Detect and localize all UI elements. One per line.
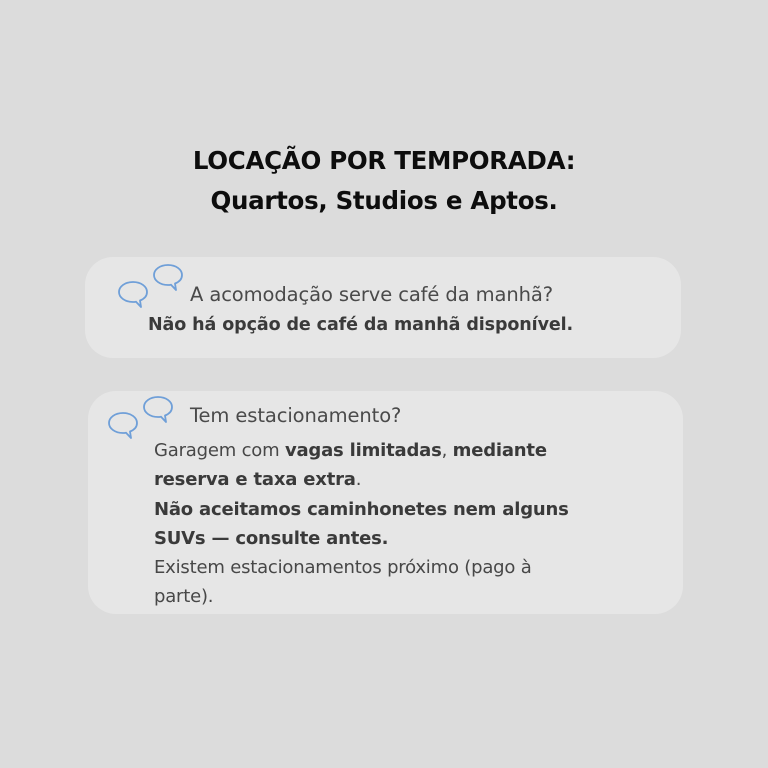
title-line-1: LOCAÇÃO POR TEMPORADA: (192, 146, 576, 175)
speech-bubble-icon (152, 263, 184, 293)
speech-bubble-icon (107, 411, 139, 441)
title-line-2: Quartos, Studios e Aptos. (210, 186, 558, 215)
speech-bubble-icon (117, 280, 149, 310)
faq-question-breakfast: A acomodação serve café da manhã? (190, 283, 554, 306)
answer-line-1: Garagem com vagas limitadas, mediante (154, 440, 547, 461)
speech-bubble-icon (142, 395, 174, 425)
faq-answer-breakfast: Não há opção de café da manhã disponível. (148, 315, 574, 335)
answer-line-4: SUVs — consulte antes. (154, 527, 389, 549)
answer-line-6: parte). (154, 586, 214, 608)
answer-line-2: reserva e taxa extra. (154, 469, 362, 491)
answer-line-5: Existem estacionamentos próximo (pago à (154, 557, 532, 579)
faq-question-parking: Tem estacionamento? (190, 404, 402, 427)
faq-answer-parking (154, 436, 624, 612)
answer-line-3: Não aceitamos caminhonetes nem alguns (154, 498, 569, 520)
page-title (0, 141, 768, 221)
